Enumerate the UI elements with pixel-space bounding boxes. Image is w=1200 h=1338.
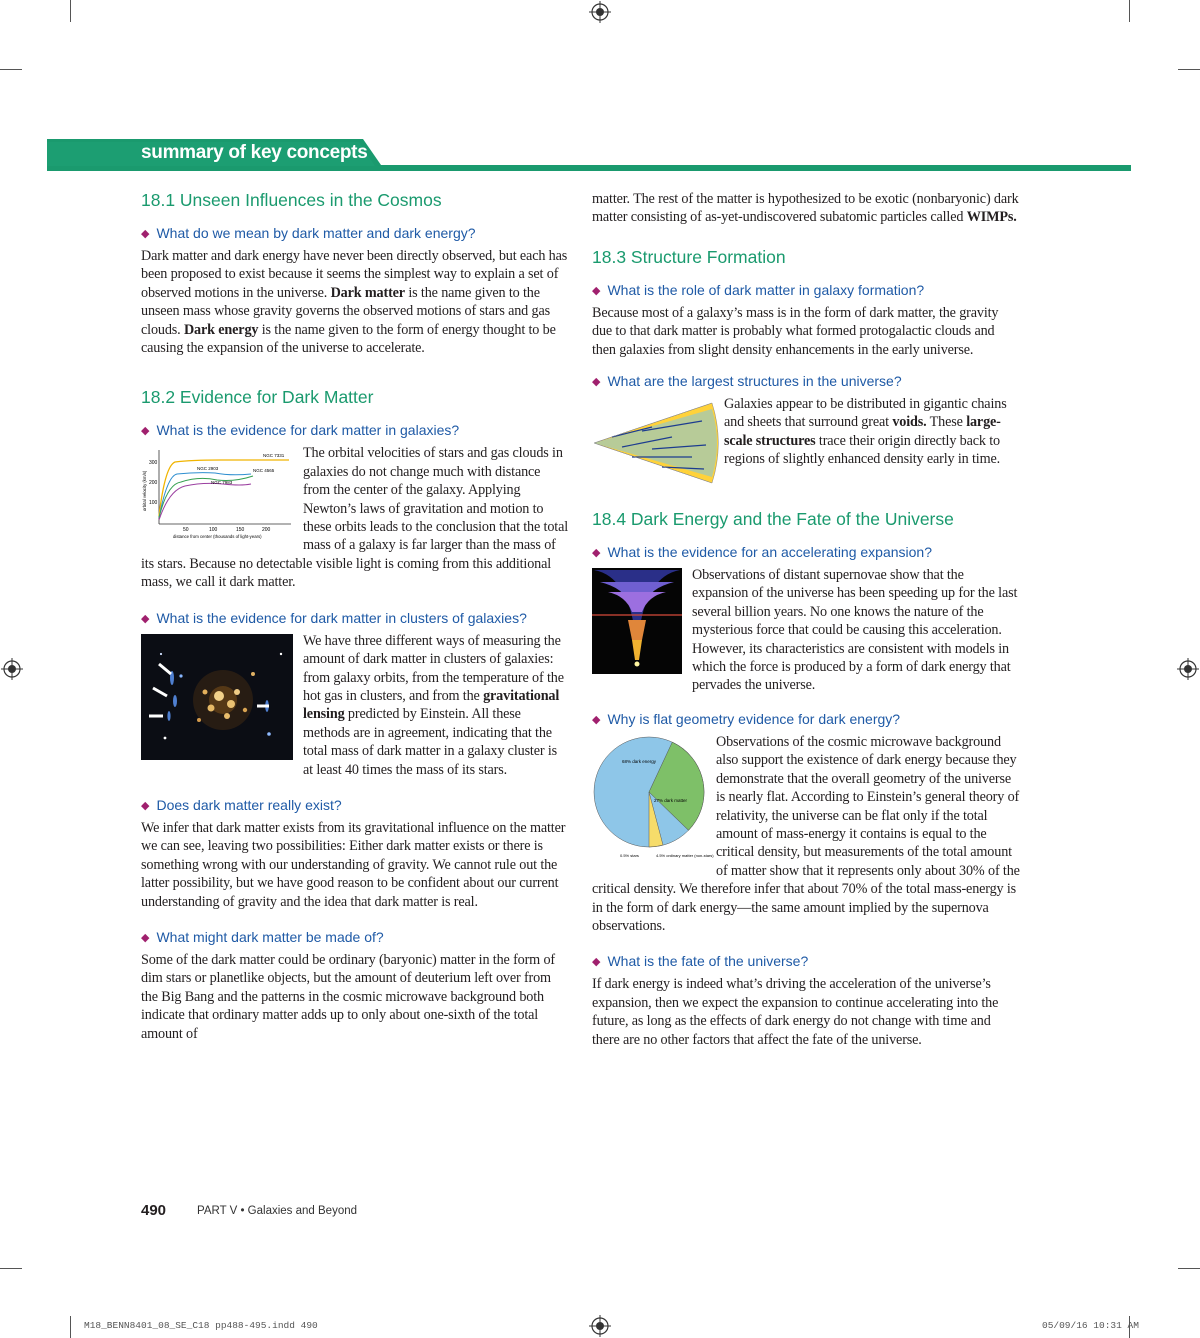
paragraph: We infer that dark matter exists from its gravitational influence on the matter we can see, leaving two possibilities: Either dark matter exists or there is something wrong with our understanding of gravity. We cannot rule out the latter possibility, but we have good reason to be confident about our current understanding of gravity and the idea that dark matter is real.	[141, 819, 566, 910]
heading-18-1: 18.1 Unseen Influences in the Cosmos	[141, 190, 442, 210]
svg-text:NGC 4565: NGC 4565	[253, 468, 275, 474]
crop-mark	[1178, 1268, 1200, 1269]
svg-text:68% dark energy: 68% dark energy	[622, 758, 657, 764]
crop-mark	[70, 0, 71, 22]
heading-18-3: 18.3 Structure Formation	[592, 246, 786, 267]
question-evidence-clusters: ◆ What is the evidence for dark matter in clusters of galaxies?	[141, 610, 569, 626]
running-footer: PART V • Galaxies and Beyond	[197, 1205, 358, 1217]
paragraph: If dark energy is indeed what’s driving the acceleration of the universe’s expansion, then we expect the expansion to continue accelerating into the future, as long as the effects of dark energy do not change with time and there are no other factors that affect the fate of the universe.	[592, 976, 999, 1048]
paragraph: Because most of a galaxy’s mass is in the form of dark matter, the gravity due to that dark matter is probably what formed protogalactic clouds and then galaxies from slight density enhancements in the early universe.	[592, 304, 999, 358]
paragraph: The orbital velocities of stars and gas clouds in galaxies do not change much with distance from the center of the galaxy. Applying Newton’s laws of gravitation and motion to these orbits leads to the conclusion that the total mass of a galaxy is far larger than the mass of its stars. Because no detectable visible light is coming from this additional mass, we call it dark matter.	[141, 445, 569, 591]
registration-mark-icon	[589, 1315, 611, 1337]
print-slug-left: M18_BENN8401_08_SE_C18 pp488-495.indd 490	[84, 1320, 318, 1331]
svg-text:NGC 7331: NGC 7331	[263, 453, 285, 459]
registration-mark-icon	[1177, 658, 1199, 680]
question-largest-structures: ◆ What are the largest structures in the universe?	[592, 373, 1020, 389]
svg-text:50: 50	[183, 527, 189, 534]
galaxy-cluster-lensing-image	[141, 634, 293, 760]
accelerating-universe-diagram	[592, 568, 682, 674]
paragraph: matter. The rest of the matter is hypothesized to be exotic (nonbaryonic) dark matter consisting of as-yet-undiscovered subatomic particles called WIMPs.	[592, 191, 1019, 226]
svg-text:150: 150	[236, 527, 245, 534]
paragraph: Observations of the cosmic microwave background also support the existence of dark energy because they demonstrate that the overall geometry of the universe is nearly flat. According to Einstein’s general theory of relativity, the universe can be flat only if the total amount of mass-energy it contains is equal to the critical density, but measurements of the total amount of matter show that it represents only about 30% of the critical density. We therefore infer that about 70% of the total mass-energy is in the form of dark energy—the same amount implied by the supernova observations.	[592, 733, 1020, 934]
section-title: summary of key concepts	[141, 142, 368, 163]
paragraph: Dark matter and dark energy have never been directly observed, but each has been proposed to exist because it seems the simplest way to explain a set of observed motions in the universe. Dark matter is the name given to the unseen mass whose gravity governs the observed motions of stars and gas clouds. Dark energy is the name given to the form of energy thought to be causing the expansion of the universe to accelerate.	[141, 248, 568, 357]
heading-18-4: 18.4 Dark Energy and the Fate of the Universe	[592, 509, 954, 530]
paragraph: Galaxies appear to be distributed in gigantic chains and sheets that surround great voids. These large-scale structures trace their origin directly back to regions of slightly enhanced density early in time.	[724, 396, 1007, 468]
page-number: 490	[141, 1202, 167, 1219]
svg-text:27% dark matter: 27% dark matter	[654, 797, 688, 803]
crop-mark	[1178, 69, 1200, 70]
crop-mark	[70, 1316, 71, 1338]
registration-mark-icon	[589, 1, 611, 23]
rotation-curve-figure	[141, 446, 293, 540]
svg-text:100: 100	[149, 500, 158, 507]
question-flat-geometry: ◆ Why is flat geometry evidence for dark energy?	[592, 711, 1020, 727]
registration-mark-icon	[1, 658, 23, 680]
question-dark-matter-exist: ◆ Does dark matter really exist?	[141, 797, 569, 813]
svg-text:orbital velocity (km/s): orbital velocity (km/s)	[142, 471, 147, 512]
paragraph: Some of the dark matter could be ordinary (baryonic) matter in the form of dim stars or planetlike objects, but the amount of deuterium left over from the Big Bang and the patterns in the cosmic microwave background both indicate that ordinary matter adds up to only about one-sixth of the total amount of	[141, 951, 555, 1042]
svg-text:4.5% ordinary matter (non-star: 4.5% ordinary matter (non-stars)	[656, 852, 714, 858]
question-evidence-galaxies: ◆ What is the evidence for dark matter in galaxies?	[141, 422, 569, 438]
left-column	[141, 190, 569, 1043]
paragraph: Observations of distant supernovae show that the expansion of the universe has been speeding up for the last several billion years. No one knows the nature of the mysterious force that could be causing this acceleration. However, its characteristics are consistent with models in which the force is produced by a form of dark energy that pervades the universe.	[692, 567, 1018, 694]
svg-text:300: 300	[149, 460, 158, 467]
heading-18-2: 18.2 Evidence for Dark Matter	[141, 387, 374, 408]
crop-mark	[1129, 0, 1130, 22]
mass-energy-pie-chart	[592, 735, 714, 869]
svg-text:distance from center (thousand: distance from center (thousands of light-years)	[173, 534, 262, 540]
large-scale-structure-map	[592, 397, 714, 489]
question-accelerating-expansion: ◆ What is the evidence for an accelerating expansion?	[592, 544, 1020, 560]
crop-mark	[0, 1268, 22, 1269]
question-dark-matter-energy: ◆ What do we mean by dark matter and dark energy?	[141, 225, 569, 241]
print-slug-right: 05/09/16 10:31 AM	[1042, 1320, 1139, 1331]
svg-text:NGC 7983: NGC 7983	[211, 480, 233, 486]
svg-text:200: 200	[262, 527, 271, 534]
svg-text:NGC 2903: NGC 2903	[197, 466, 219, 472]
svg-text:100: 100	[209, 527, 218, 534]
svg-text:200: 200	[149, 480, 158, 487]
question-fate-of-universe: ◆ What is the fate of the universe?	[592, 953, 1020, 969]
paragraph: We have three different ways of measuring the amount of dark matter in clusters of galaxies: from galaxy orbits, from the temperature of the hot gas in clusters, and from the gravitational lensing predicted by Einstein. All these methods are in agreement, indicating that the total mass of dark matter in a galaxy cluster is at least 40 times the mass of its stars.	[303, 632, 564, 778]
crop-mark	[0, 69, 22, 70]
right-column	[592, 190, 1020, 1049]
question-galaxy-formation: ◆ What is the role of dark matter in galaxy formation?	[592, 282, 1020, 298]
question-dark-matter-made-of: ◆ What might dark matter be made of?	[141, 929, 569, 945]
svg-text:0.5% stars: 0.5% stars	[620, 852, 639, 858]
